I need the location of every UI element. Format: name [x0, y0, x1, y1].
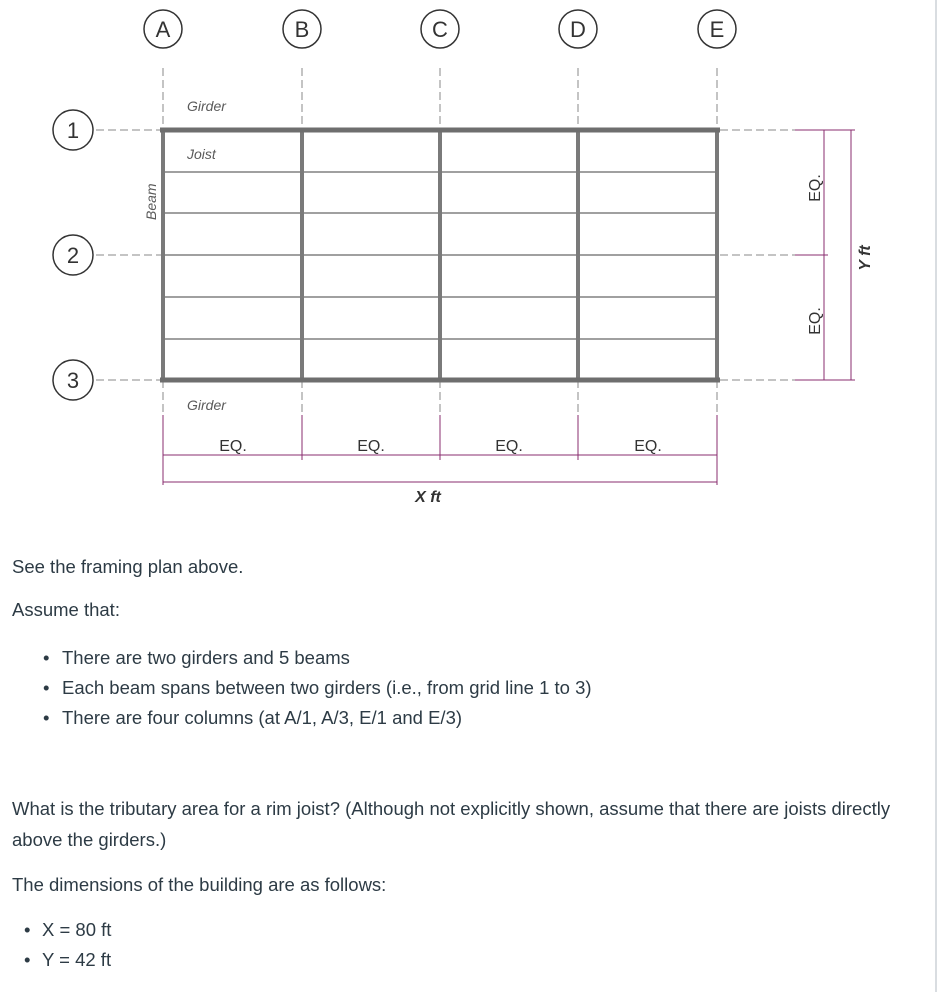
intro-text: See the framing plan above. [12, 556, 244, 577]
list-item: • X = 80 ft [42, 915, 111, 945]
bubble-e-label: E [709, 17, 725, 42]
bubble-1-label: 1 [66, 118, 80, 143]
eq-label-12: EQ. [807, 174, 824, 202]
list-item: • Y = 42 ft [42, 945, 111, 975]
girder-bottom-label: Girder [187, 397, 226, 413]
bubble-3-label: 3 [66, 368, 80, 393]
eq-label-cd: EQ. [495, 438, 523, 455]
x-dimension-label: X ft [415, 489, 441, 506]
beam-label: Beam [143, 183, 159, 220]
joist-label: Joist [187, 146, 216, 162]
bubble-c-label: C [432, 17, 448, 42]
girder-top-label: Girder [187, 98, 226, 114]
dimensions-list [42, 915, 111, 975]
list-item: • Each beam spans between two girders (i.e., from grid line 1 to 3) [62, 673, 592, 703]
list-item: • There are two girders and 5 beams [62, 643, 592, 673]
list-item: • There are four columns (at A/1, A/3, E/1 and E/3) [62, 703, 592, 733]
eq-label-23: EQ. [807, 307, 824, 335]
eq-label-bc: EQ. [357, 438, 385, 455]
eq-label-de: EQ. [634, 438, 662, 455]
bubble-a-label: A [155, 17, 171, 42]
dimensions-intro: The dimensions of the building are as follows: [12, 874, 387, 895]
scrollbar-edge [935, 0, 937, 992]
row-bubbles [53, 110, 93, 400]
assume-heading: Assume that: [12, 599, 120, 620]
bubble-b-label: B [294, 17, 310, 42]
eq-label-ab: EQ. [219, 438, 247, 455]
bubble-d-label: D [570, 17, 586, 42]
column-bubbles [144, 10, 736, 48]
bubble-2-label: 2 [66, 243, 80, 268]
assumptions-list [62, 643, 592, 733]
question-text: What is the tributary area for a rim joist? (Although not explicitly shown, assume that there are joists directly above the girders.) [12, 798, 891, 850]
right-dimensions [795, 130, 855, 380]
y-dimension-label: Y ft [857, 245, 874, 271]
